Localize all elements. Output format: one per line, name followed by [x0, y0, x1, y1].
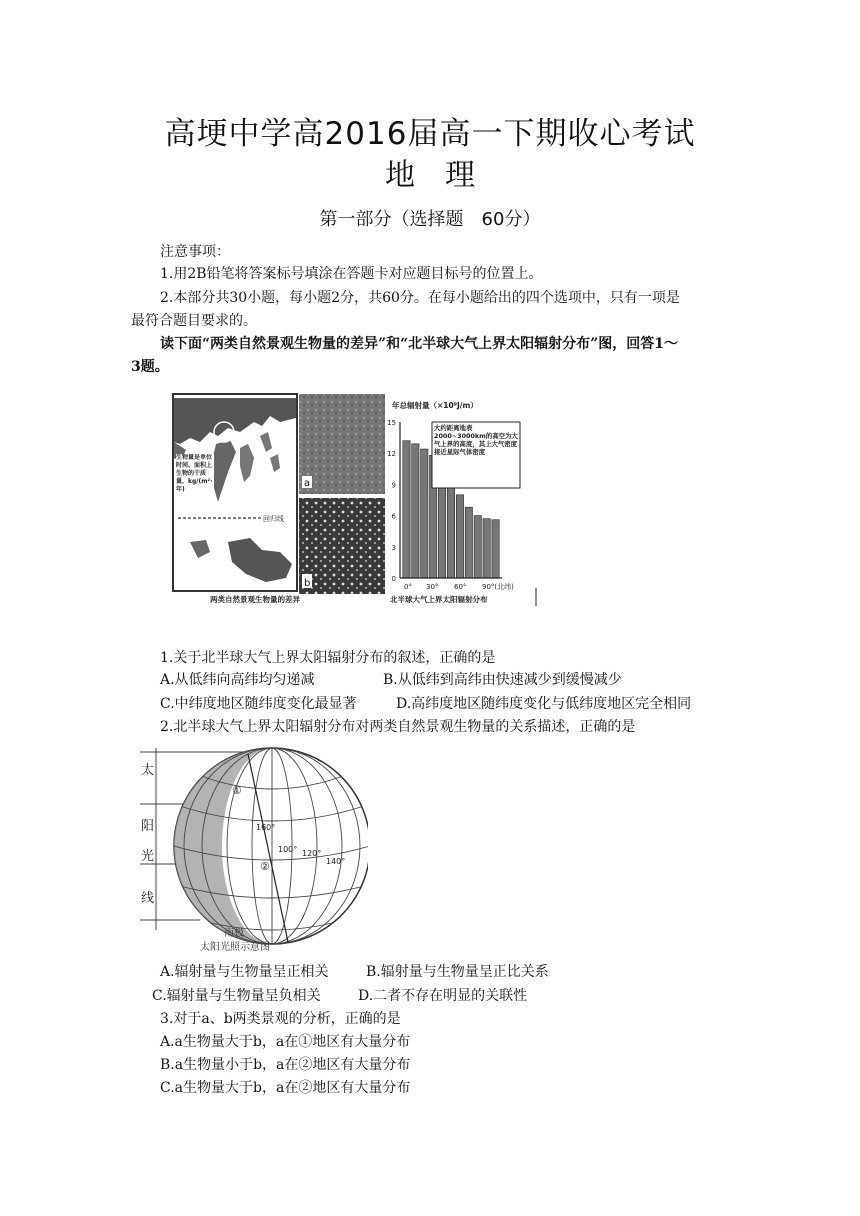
instruction-line1: 读下面“两类自然景观生物量的差异”和“北半球大气上界太阳辐射分布”图，回答1～ — [160, 336, 678, 352]
chart-bar — [456, 495, 463, 578]
chart-y-tick-label: 6 — [391, 512, 396, 521]
q3-option-a: A.a生物量大于b，a在①地区有大量分布 — [160, 1034, 411, 1050]
chart-x-tick-label: 90°(北纬) — [482, 583, 514, 591]
sun-char-1: 太 — [141, 763, 155, 778]
chart-y-tick-label: 15 — [387, 419, 396, 427]
notice-item-1: 1.用2B铅笔将答案标号填涂在答题卡对应题目标号的位置上。 — [160, 266, 543, 282]
chart-bar — [474, 516, 481, 578]
q3-stem: 3.对于a、b两类景观的分析，正确的是 — [160, 1011, 401, 1027]
globe-mark-2: ② — [260, 860, 270, 873]
landscape-photo-a — [299, 394, 385, 494]
globe-pole-label: 南极 — [224, 928, 244, 939]
label-a: a — [304, 478, 311, 489]
instruction-line2: 3题。 — [131, 359, 169, 375]
chart-bar — [421, 449, 428, 578]
sun-char-4: 线 — [141, 891, 155, 906]
chart-bar — [483, 519, 490, 578]
chart-x-tick-label: 0° — [404, 583, 412, 591]
chart-caption: 北半球大气上界太阳辐射分布 — [390, 595, 488, 604]
q1-stem: 1.关于北半球大气上界太阳辐射分布的叙述，正确的是 — [160, 650, 496, 666]
figure-biomass-and-radiation — [170, 392, 542, 610]
globe-deg-160: 160° — [256, 823, 276, 832]
chart-note-wrap — [434, 424, 518, 486]
sun-char-2: 阳 — [141, 819, 155, 834]
chart-bar — [465, 507, 472, 578]
q2-stem: 2.北半球大气上界太阳辐射分布对两类自然景观生物量的关系描述，正确的是 — [160, 719, 636, 735]
chart-note: 大约距离地表2000~3000km的高空为大气上界的高度，其上大气密度接近星际气体密度 — [434, 424, 518, 456]
radiation-bar-chart — [387, 400, 520, 604]
chart-bar — [403, 441, 410, 578]
q1-option-b: B.从低纬到高纬由快速减少到缓慢减少 — [383, 672, 622, 688]
map-line-label: 回归线 — [263, 515, 284, 523]
chart-bar — [412, 444, 419, 578]
map-legend-box — [176, 454, 216, 508]
chart-x-tick-label: 30° — [426, 583, 439, 591]
q1-option-d: D.高纬度地区随纬度变化与低纬度地区完全相同 — [396, 696, 692, 712]
globe-deg-100: 100° — [278, 845, 298, 854]
chart-bar — [492, 520, 499, 578]
notice-heading: 注意事项： — [160, 244, 230, 260]
landscape-photo-b — [299, 498, 385, 594]
q3-option-c: C.a生物量大于b，a在②地区有大量分布 — [160, 1080, 411, 1096]
globe-mark-1: ① — [232, 784, 242, 797]
map-caption: 两类自然景观生物量的差异 — [210, 595, 300, 604]
notice-item-2-line2: 最符合题目要求的。 — [131, 313, 257, 329]
chart-y-tick-label: 3 — [391, 543, 396, 552]
chart-y-tick-label: 12 — [387, 450, 396, 459]
q2-option-a: A.辐射量与生物量呈正相关 — [160, 964, 329, 980]
figure-2-svg — [136, 744, 368, 954]
chart-y-tick-label: 0 — [391, 575, 396, 583]
globe-caption: 太阳光照示意图 — [200, 942, 270, 953]
map-legend: 生物量是单位时间、面积上生物的干质量，kg/(m²·年) — [176, 454, 213, 493]
q3-option-b: B.a生物量小于b，a在②地区有大量分布 — [160, 1057, 411, 1073]
chart-y-tick-label: 9 — [391, 481, 396, 490]
chart-title: 年总辐射量（×10⁹J/m） — [392, 401, 478, 410]
figure-1-svg — [170, 392, 542, 610]
globe — [174, 748, 368, 944]
label-b: b — [304, 578, 311, 589]
globe-deg-140: 140° — [326, 857, 346, 866]
subject-title: 地 理 — [385, 158, 475, 193]
part-heading: 第一部分（选择题 60分） — [319, 209, 541, 230]
q1-option-c: C.中纬度地区随纬度变化最显著 — [160, 696, 357, 712]
q2-option-c: C.辐射量与生物量呈负相关 — [152, 988, 321, 1004]
q1-option-a: A.从低纬向高纬均匀递减 — [160, 672, 315, 688]
q2-option-d: D.二者不存在明显的关联性 — [358, 988, 528, 1004]
chart-bar — [447, 482, 454, 578]
figure-sunlight-globe — [136, 744, 368, 954]
exam-title: 高埂中学高2016届高一下期收心考试 — [164, 116, 696, 152]
globe-deg-120: 120° — [302, 849, 322, 858]
sun-char-3: 光 — [141, 849, 155, 864]
q2-option-b: B.辐射量与生物量呈正比关系 — [366, 964, 549, 980]
notice-item-2-line1: 2.本部分共30小题，每小题2分，共60分。在每小题给出的四个选项中，只有一项是 — [160, 290, 680, 306]
chart-x-tick-label: 60° — [454, 583, 467, 591]
